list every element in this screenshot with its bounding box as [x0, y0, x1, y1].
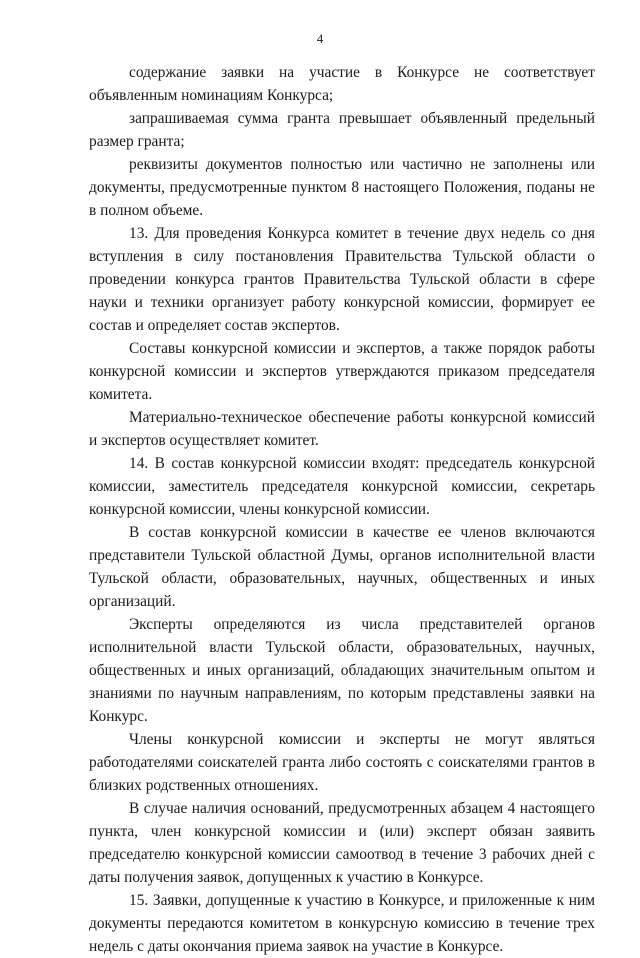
paragraph-experts: Эксперты определяются из числа представителей органов исполнительной власти Тульской области, образовательных, научных, общественных и иных организаций, обладающих значительным опытом и знаниями по научным направлениям, по которым представлены заявки на Конкурс.: [89, 616, 595, 725]
paragraph-recusal: В случае наличия оснований, предусмотренных абзацем 4 настоящего пункта, член конкурсной комиссии и (или) эксперт обязан заявить председателю конкурсной комиссии самоотвод в течение 3 рабочих дней с даты получения заявок, допущенных к участию в Конкурсе.: [89, 800, 595, 886]
paragraph-conflict-of-interest: Члены конкурсной комиссии и эксперты не могут являться работодателями соискателей гранта либо состоять с соискателями грантов в близких родственных отношениях.: [89, 731, 595, 794]
paragraph-section-14: 14. В состав конкурсной комиссии входят: председатель конкурсной комиссии, заместитель председателя конкурсной комиссии, секретарь конкурсной комиссии, члены конкурсной комиссии.: [89, 455, 595, 518]
paragraph-technical-support: Материально-техническое обеспечение работы конкурсной комиссий и экспертов осуществляет комитет.: [89, 409, 595, 449]
paragraph-incomplete-documents: реквизиты документов полностью или частично не заполнены или документы, предусмотренные пунктом 8 настоящего Положения, поданы не в полном объеме.: [89, 156, 595, 219]
paragraph-section-15: 15. Заявки, допущенные к участию в Конкурсе, и приложенные к ним документы передаются комитетом в конкурсную комиссию в течение трех недель с даты окончания приема заявок на участие в Конкурсе.: [89, 892, 595, 955]
paragraph-commission-members: В состав конкурсной комиссии в качестве ее членов включаются представители Тульской областной Думы, органов исполнительной власти Тульской области, образовательных, научных, общественных и иных организаций.: [89, 524, 595, 610]
document-body: [89, 61, 595, 958]
paragraph-grant-amount-exceeded: запрашиваемая сумма гранта превышает объявленный предельный размер гранта;: [89, 110, 595, 150]
paragraph-commission-composition-approval: Составы конкурсной комиссии и экспертов, а также порядок работы конкурсной комиссии и экспертов утверждаются приказом председателя комитета.: [89, 340, 595, 403]
page-number: 4: [316, 31, 324, 46]
paragraph-nomination-mismatch: содержание заявки на участие в Конкурсе не соответствует объявленным номинациям Конкурса;: [89, 64, 595, 104]
paragraph-section-13: 13. Для проведения Конкурса комитет в течение двух недель со дня вступления в силу постановления Правительства Тульской области о проведении конкурса грантов Правительства Тульской области в сфере науки и техники организует работу конкурсной комиссии, формирует ее состав и определяет состав экспертов.: [89, 225, 595, 334]
